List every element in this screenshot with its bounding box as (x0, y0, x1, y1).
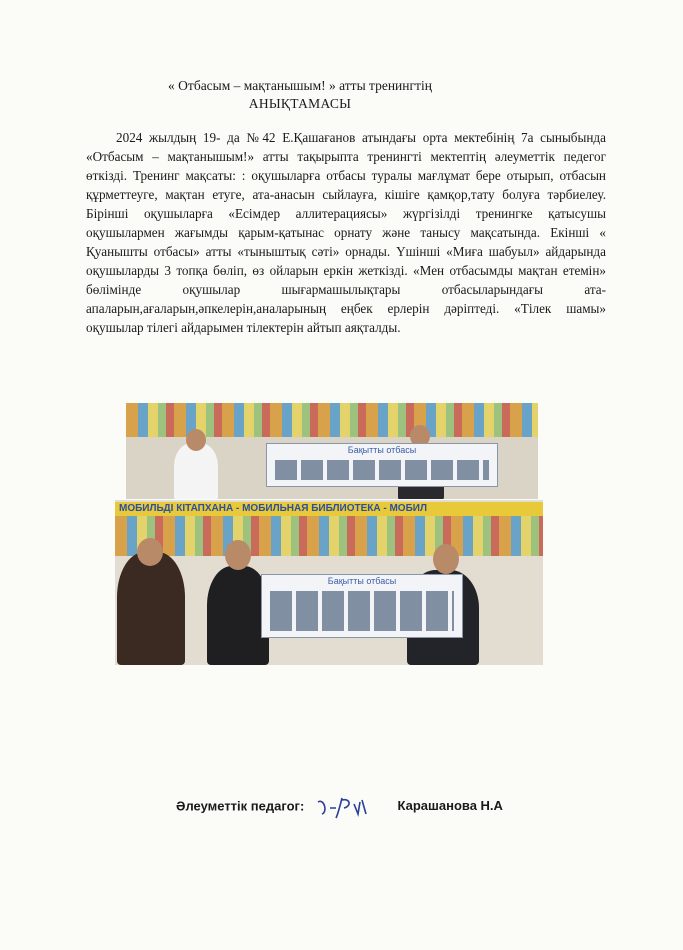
student-head (186, 429, 206, 451)
teacher-head (137, 538, 163, 566)
poster-photos (270, 591, 454, 631)
poster-board (261, 574, 463, 638)
student-head (433, 544, 459, 574)
handwritten-signature (314, 794, 384, 820)
poster-photos (275, 460, 489, 480)
poster-title: Бақытты отбасы (327, 576, 397, 586)
document-title: « Отбасым – мақтанышым! » атты тренингтің (168, 78, 432, 93)
body-text (86, 128, 606, 337)
event-photo-2 (115, 500, 543, 665)
student-head (225, 540, 251, 570)
student-figure (174, 443, 218, 499)
event-photo-1 (126, 403, 538, 499)
signature-label: Әлеуметтік педагог: (176, 798, 305, 814)
signer-name: Карашанова Н.А (397, 798, 503, 814)
body-paragraph: 2024 жылдың 19- да №42 Е.Қашағанов атындағы орта мектебінің 7а сыныбында «Отбасым – мақтанышым!» атты тақырыпта тренингті мектептің әлеуметтік педегог өткізді. Тренинг мақсаты: : оқушыларға отбасы туралы мағлұмат бере отырып, отбасын құрметтеуге, мақтан етуге, ата-анасын сыйлауға, кішіге қамқор,тату болуға тәрбиелеу. Бірінші оқушыларға «Есімдер аллитерациясы» жүргізілді тренингке қатысушы оқушылармен жағымды қарым-қатынас орнату және танысу мақсатында. Екінші « Қуанышты отбасы» атты «тыныштық сәті» орнады. Үшінші «Миға шабуыл» айдарында оқушыларды 3 топқа бөліп, өз ойларын еркін жеткізді. «Мен отбасымды мақтан етемін» бөлімінде оқушылар шығармашылықтары отбасыларындағы ата-апаларын,ағаларын,әпкелерін,аналарының еңбек ерлерін дәріптеді. «Тілек шамы» оқушылар тілегі айдарымен тілектерін айтып аяқталды. (86, 130, 606, 335)
photo-banner: МОБИЛЬДІ КІТАПХАНА - МОБИЛЬНАЯ БИБЛИОТЕКА - МОБИЛ (115, 502, 543, 516)
signature-block (176, 794, 503, 820)
student-figure (207, 566, 269, 665)
teacher-figure (117, 552, 185, 665)
poster-title: Бақытты отбасы (347, 445, 417, 455)
document-heading: АНЫҚТАМАСЫ (248, 96, 352, 111)
poster-board (266, 443, 498, 487)
wall-posters (115, 516, 543, 556)
